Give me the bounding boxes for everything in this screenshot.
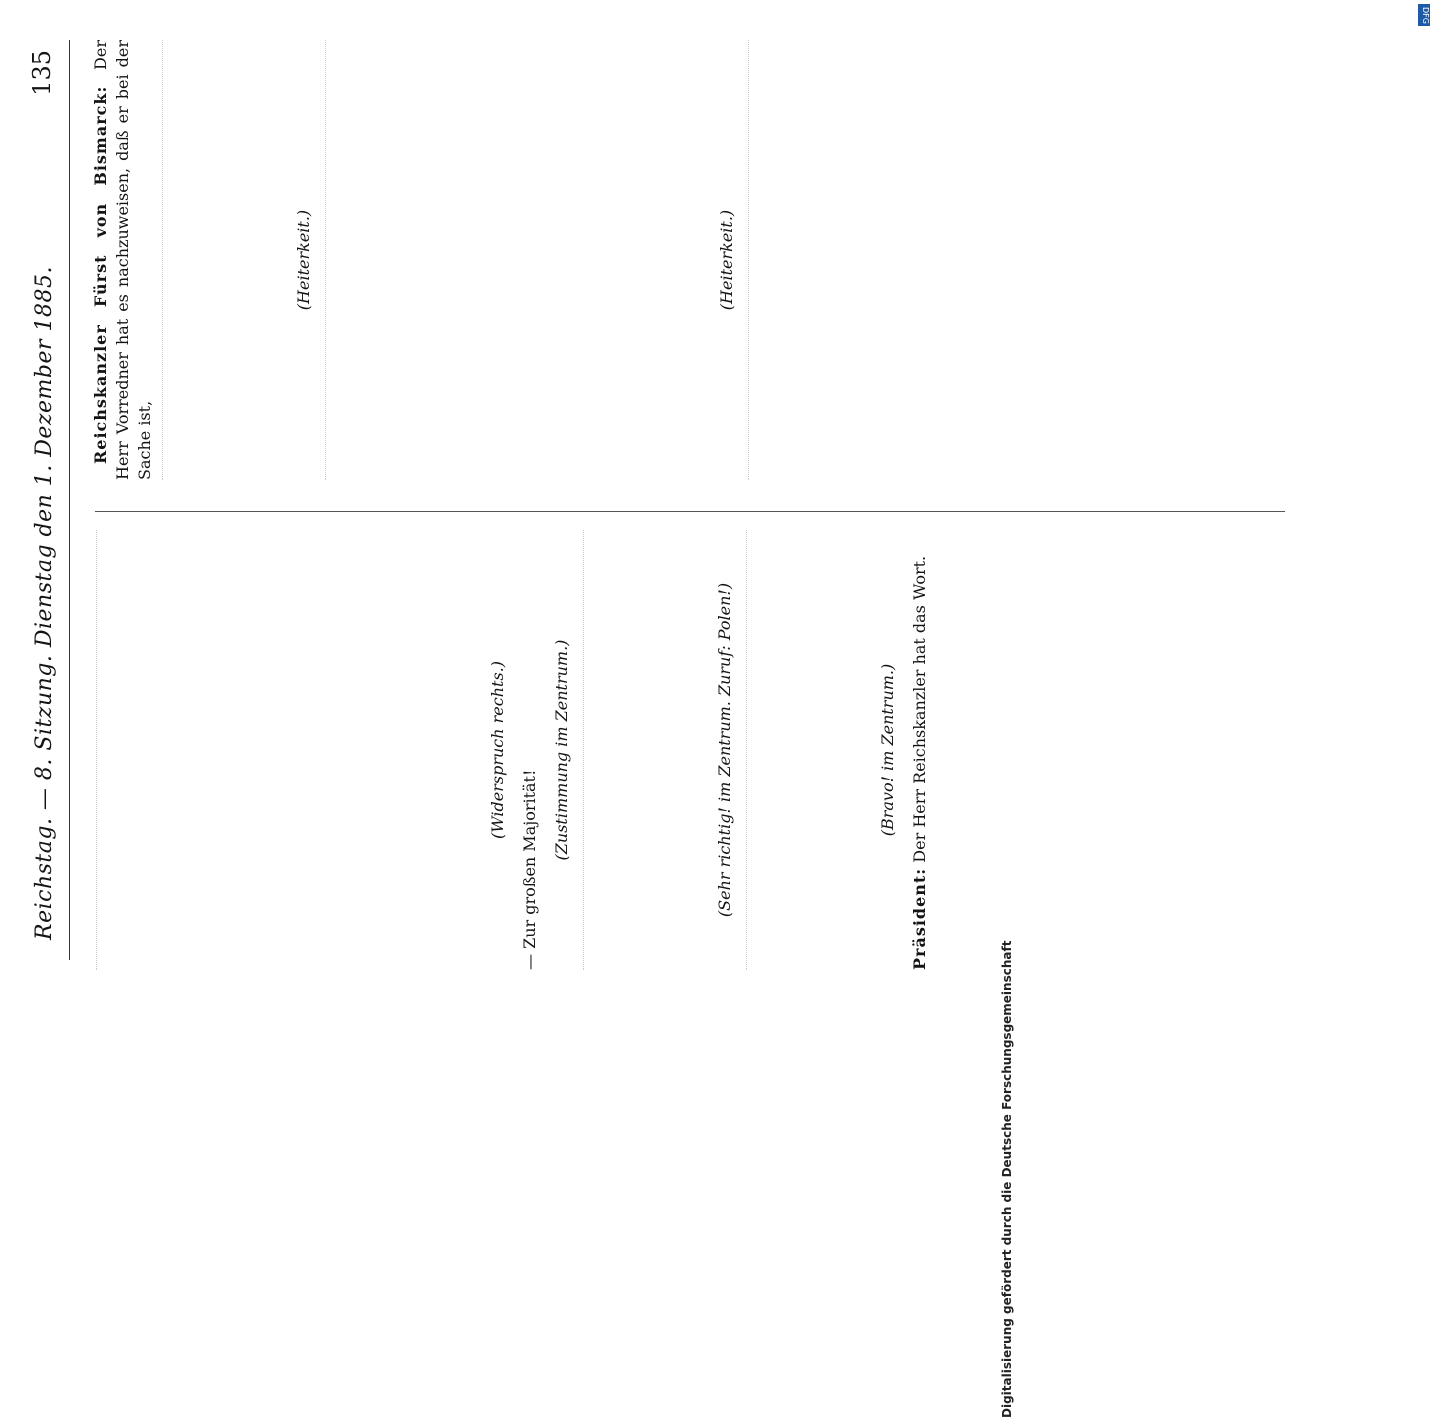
left-column: [90, 530, 1290, 970]
dfg-logo: DFG: [1418, 4, 1430, 26]
interjection: (Sehr richtig! im Zentrum. Zuruf: Polen!): [715, 582, 734, 918]
running-header: Reichstag. — 8. Sitzung. Dienstag den 1. Dezember 1885.: [32, 265, 57, 940]
speaker-text: Der Herr Vorredner hat es nachzuweisen, daß er bei der Sache ist,: [91, 39, 154, 480]
header-rule: [69, 40, 70, 960]
unreadable-passage: [162, 40, 283, 480]
digitization-credit: Digitalisierung gefördert durch die Deutsche Forschungsgemeinschaft: [1000, 940, 1014, 1418]
speaker-paragraph: [90, 40, 156, 480]
unreadable-passage: [748, 40, 1129, 480]
interjection: (Bravo! im Zentrum.): [878, 663, 897, 837]
interjection: (Zustimmung im Zentrum.): [552, 639, 571, 861]
unreadable-passage: [96, 530, 477, 970]
text-line: — Zur großen Majorität!: [520, 769, 539, 970]
speaker-text: Der Herr Reichskanzler hat das Wort.: [910, 555, 929, 863]
interjection: (Heiterkeit.): [294, 209, 313, 311]
page-header: [14, 40, 74, 960]
speaker-name: Reichskanzler Fürst von Bismarck:: [91, 85, 110, 464]
column-divider: [95, 511, 1285, 512]
unreadable-passage: [746, 530, 867, 970]
interjection: (Heiterkeit.): [717, 209, 736, 311]
unreadable-passage: [583, 530, 704, 970]
speaker-name: Präsident:: [910, 867, 929, 970]
unreadable-passage: [325, 40, 706, 480]
interjection: (Widerspruch rechts.): [488, 661, 507, 839]
speaker-paragraph: [909, 530, 931, 970]
right-column: [90, 40, 1290, 480]
page-number: 135: [28, 50, 56, 96]
